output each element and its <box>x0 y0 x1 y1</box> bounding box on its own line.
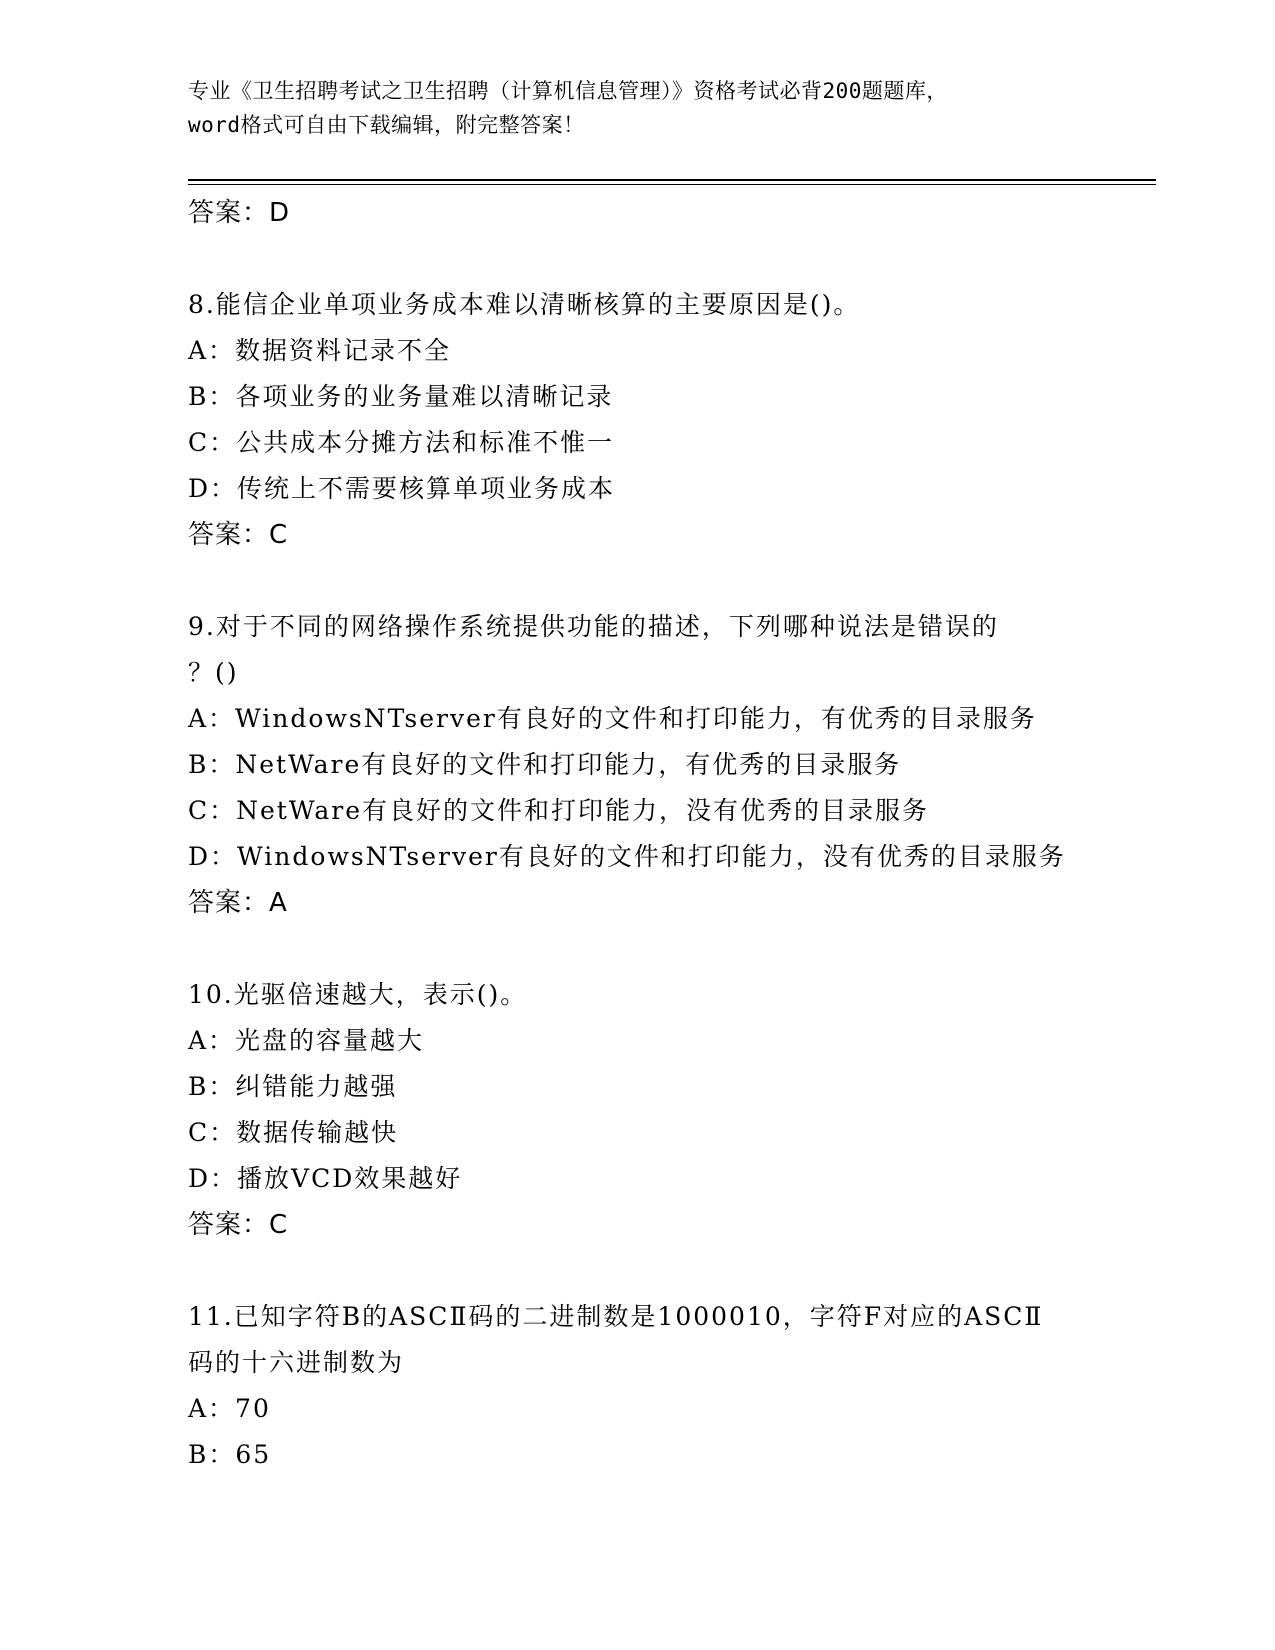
question-10-option-b: B：纠错能力越强 <box>188 1072 398 1101</box>
question-11-option-b: B：65 <box>188 1440 272 1469</box>
question-8 <box>188 282 1148 558</box>
question-9 <box>188 604 1148 926</box>
question-11-option-a: A：70 <box>188 1394 271 1423</box>
question-8-option-b: B：各项业务的业务量难以清晰记录 <box>188 382 614 411</box>
spacer <box>188 236 1148 282</box>
spacer <box>188 558 1148 604</box>
question-11-text-line-2: 码的十六进制数为 <box>188 1348 405 1377</box>
question-8-answer: 答案：C <box>188 520 289 550</box>
question-10-option-c: C：数据传输越快 <box>188 1118 399 1147</box>
question-11-text-line-1: 11.已知字符B的ASCⅡ码的二进制数是1000010，字符F对应的ASCⅡ <box>188 1302 1044 1331</box>
answer-prev: 答案：D <box>188 198 291 228</box>
header-rule-thin <box>188 184 1156 185</box>
page-header <box>188 74 1148 142</box>
question-8-option-d: D：传统上不需要核算单项业务成本 <box>188 474 616 503</box>
question-8-option-a: A：数据资料记录不全 <box>188 336 452 365</box>
spacer <box>188 1248 1148 1294</box>
header-line-2: word格式可自由下载编辑，附完整答案！ <box>188 113 585 137</box>
question-list <box>188 190 1148 1478</box>
question-10-option-d: D：播放VCD效果越好 <box>188 1164 463 1193</box>
header-rule-thick <box>188 179 1156 181</box>
question-10 <box>188 972 1148 1248</box>
question-9-text-line-2: ？() <box>188 658 239 687</box>
question-11 <box>188 1294 1148 1478</box>
header-line-1: 专业《卫生招聘考试之卫生招聘（计算机信息管理）》资格考试必背200题题库， <box>188 79 948 103</box>
question-10-text: 10.光驱倍速越大，表示()。 <box>188 980 528 1009</box>
spacer <box>188 926 1148 972</box>
question-8-text: 8.能信企业单项业务成本难以清晰核算的主要原因是()。 <box>188 290 861 319</box>
question-10-option-a: A：光盘的容量越大 <box>188 1026 425 1055</box>
question-8-option-c: C：公共成本分摊方法和标准不惟一 <box>188 428 615 457</box>
question-10-answer: 答案：C <box>188 1210 289 1240</box>
question-9-option-d: D：WindowsNTserver有良好的文件和打印能力，没有优秀的目录服务 <box>188 842 1066 871</box>
question-9-text-line-1: 9.对于不同的网络操作系统提供功能的描述，下列哪种说法是错误的 <box>188 612 999 641</box>
question-9-option-b: B：NetWare有良好的文件和打印能力，有优秀的目录服务 <box>188 750 902 779</box>
question-9-answer: 答案：A <box>188 888 288 918</box>
question-9-option-a: A：WindowsNTserver有良好的文件和打印能力，有优秀的目录服务 <box>188 704 1037 733</box>
question-9-option-c: C：NetWare有良好的文件和打印能力，没有优秀的目录服务 <box>188 796 930 825</box>
